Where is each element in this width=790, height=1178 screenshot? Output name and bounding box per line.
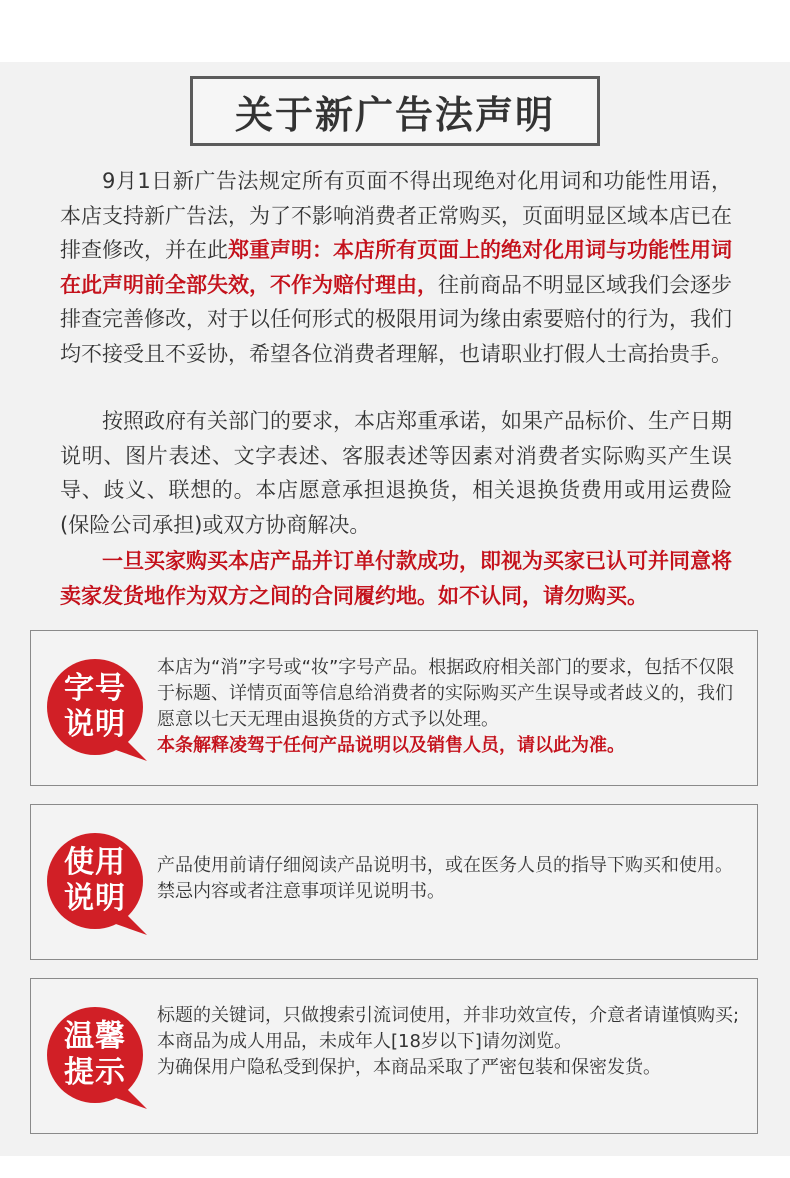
top-margin xyxy=(0,0,790,62)
notice-line-adult: 本商品为成人用品，未成年人[18岁以下]请勿浏览。 xyxy=(157,1031,572,1052)
brand-number-badge xyxy=(45,657,151,763)
badge-label xyxy=(45,831,145,931)
notice-text xyxy=(157,1003,743,1081)
notice-description: 本店为“消”字号或“妆”字号产品。根据政府相关部门的要求，包括不仅限于标题、详情页面等信息给消费者的实际购买产生误导或者歧义的，我们愿意以七天无理由退换货的方式予以处理。 xyxy=(157,657,735,730)
notice-line-privacy: 为确保用户隐私受到保护，本商品采取了严密包装和保密发货。 xyxy=(157,1057,661,1078)
tips-badge xyxy=(45,1005,151,1111)
notice-highlight: 本条解释凌驾于任何产品说明以及销售人员，请以此为准。 xyxy=(157,735,625,756)
commitment-paragraph: 按照政府有关部门的要求，本店郑重承诺，如果产品标价、生产日期说明、图片表述、文字表述、客服表述等因素对消费者实际购买产生误导、歧义、联想的。本店愿意承担退换货，相关退换货费用或用运费险(保险公司承担)或双方协商解决。 xyxy=(60,409,732,537)
badge-line-1: 使用 xyxy=(64,845,126,880)
badge-line-2: 说明 xyxy=(64,881,126,916)
notice-line-keywords: 标题的关键词，只做搜索引流词使用，并非功效宣传，介意者请谨慎购买; xyxy=(157,1005,740,1026)
declaration-highlight: 郑重声明：本店所有页面上的绝对化用词与功能性用词在此声明前全部失效，不作为赔付理由， xyxy=(60,238,732,297)
notice-brand-number xyxy=(30,630,758,786)
badge-label xyxy=(45,657,145,757)
notice-usage xyxy=(30,804,758,960)
notice-tips xyxy=(30,978,758,1134)
bottom-margin xyxy=(0,1156,790,1178)
notice-description: 产品使用前请仔细阅读产品说明书，或在医务人员的指导下购买和使用。禁忌内容或者注意事项详见说明书。 xyxy=(157,855,733,902)
badge-line-1: 字号 xyxy=(64,671,126,706)
declaration-text-start: 9月1日新广告法规定所有页面不得出现绝对化用词和功能性用语，本店支持新广告法，为了不影响消费者正常购买，页面明显区域本店已在排查修改，并在此 xyxy=(60,169,732,263)
declaration-paragraph xyxy=(60,164,732,372)
contract-place-paragraph: 一旦买家购买本店产品并订单付款成功，即视为买家已认可并同意将卖家发货地作为双方之间的合同履约地。如不认同，请勿购买。 xyxy=(60,549,732,608)
notice-text xyxy=(157,853,743,905)
badge-line-1: 温馨 xyxy=(64,1019,126,1054)
badge-line-2: 提示 xyxy=(64,1055,126,1090)
page-title: 关于新广告法声明 xyxy=(190,76,600,146)
badge-label xyxy=(45,1005,145,1105)
usage-badge xyxy=(45,831,151,937)
declaration-text-end: 往前商品不明显区域我们会逐步排查完善修改，对于以任何形式的极限用词为缘由索要赔付的行为，我们均不接受且不妥协，希望各位消费者理解，也请职业打假人士高抬贵手。 xyxy=(60,272,732,366)
notice-text xyxy=(157,655,743,759)
badge-line-2: 说明 xyxy=(64,707,126,742)
